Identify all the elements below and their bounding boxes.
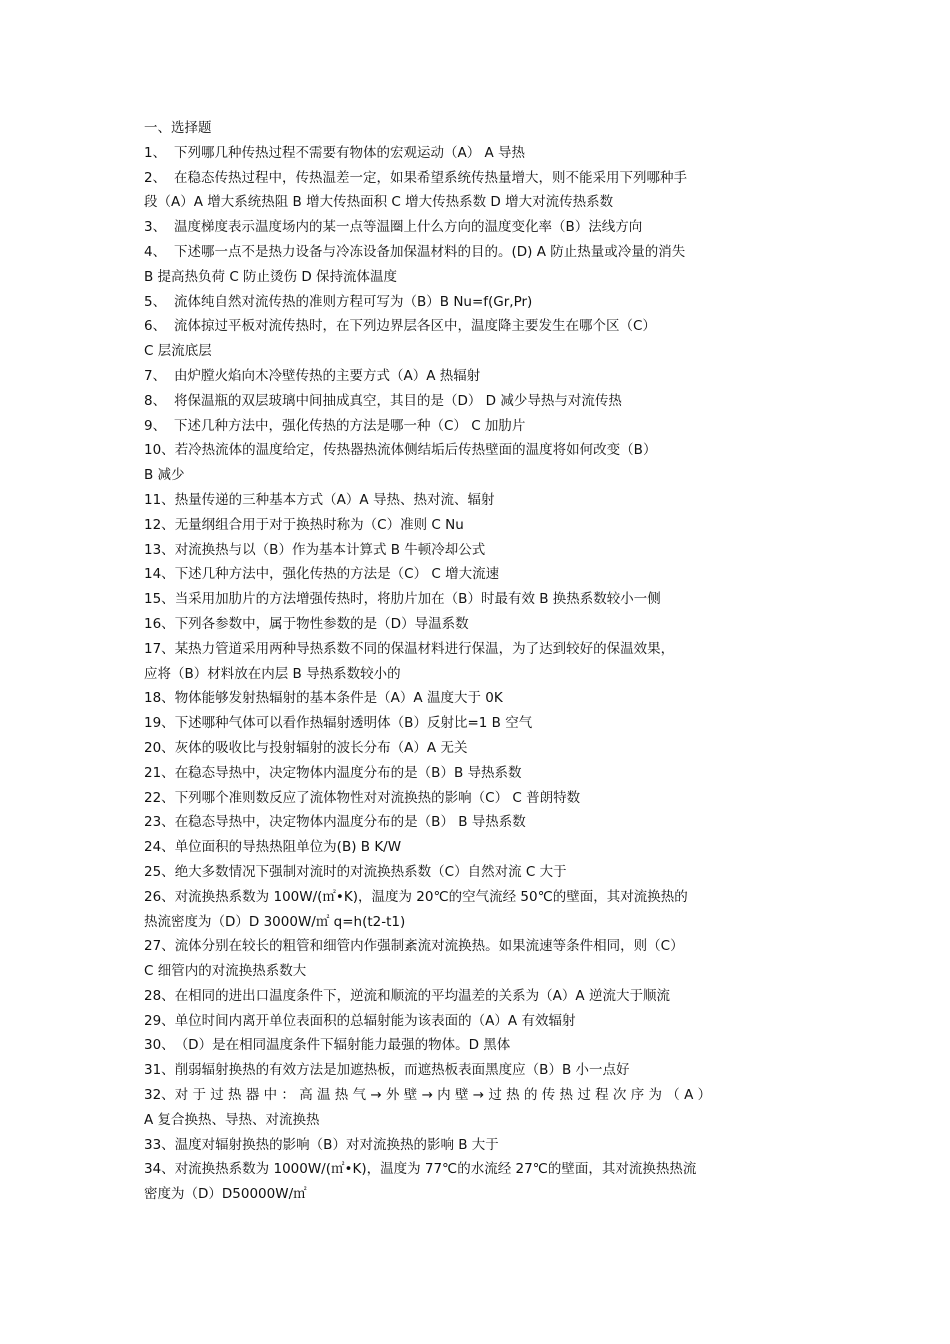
text-line bbox=[144, 860, 808, 885]
question-number: 17、 bbox=[144, 640, 175, 657]
text-line bbox=[144, 984, 808, 1009]
question-number: 31、 bbox=[144, 1062, 175, 1079]
line-text: 下述几种方法中，强化传热的方法是（C） C 增大流速 bbox=[174, 566, 500, 583]
text-line bbox=[144, 835, 808, 860]
line-text: 在稳态导热中，决定物体内温度分布的是（B） B 导热系数 bbox=[174, 814, 526, 831]
question-number: 7、 bbox=[144, 367, 167, 384]
line-text: 流体掠过平板对流传热时，在下列边界层各区中，温度降主要发生在哪个区（C） bbox=[174, 318, 656, 335]
question-number: 16、 bbox=[144, 615, 175, 632]
line-text: 下述几种方法中，强化传热的方法是哪一种（C） C 加肋片 bbox=[174, 417, 526, 434]
line-text: 段（A）A 增大系统热阻 B 增大传热面积 C 增大传热系数 D 增大对流传热系数 bbox=[144, 194, 614, 211]
line-text: 在稳态传热过程中，传热温差一定，如果希望系统传热量增大，则不能采用下列哪种手 bbox=[174, 169, 687, 186]
line-text: 温度对辐射换热的影响（B）对对流换热的影响 B 大于 bbox=[174, 1136, 499, 1153]
text-line bbox=[144, 488, 808, 513]
question-number: 20、 bbox=[144, 739, 175, 756]
question-number: 34、 bbox=[144, 1161, 175, 1178]
text-line bbox=[144, 562, 808, 587]
line-text: 当采用加肋片的方法增强传热时，将肋片加在（B）时最有效 B 换热系数较小一侧 bbox=[174, 591, 661, 608]
question-number: 18、 bbox=[144, 690, 175, 707]
question-list bbox=[144, 116, 808, 1207]
question-number: 27、 bbox=[144, 938, 175, 955]
question-number: 4、 bbox=[144, 243, 167, 260]
question-number: 6、 bbox=[144, 318, 167, 335]
line-text: 对 于 过 热 器 中 ： 高 温 热 气 → 外 壁 → 内 壁 → 过 热 的 传 热 过 程 次 序 为 （ A ） bbox=[174, 1087, 712, 1104]
text-line bbox=[144, 463, 808, 488]
line-text: 物体能够发射热辐射的基本条件是（A）A 温度大于 0K bbox=[174, 690, 503, 707]
line-text: 无量纲组合用于对于换热时称为（C）准则 C Nu bbox=[174, 516, 464, 533]
line-text: 下述哪一点不是热力设备与冷冻设备加保温材料的目的。(D) A 防止热量或冷量的消失 bbox=[174, 243, 686, 260]
text-line bbox=[144, 339, 808, 364]
text-line bbox=[144, 637, 808, 662]
line-text: 对流换热与以（B）作为基本计算式 B 牛顿冷却公式 bbox=[174, 541, 486, 558]
question-number: 28、 bbox=[144, 987, 175, 1004]
text-line bbox=[144, 364, 808, 389]
line-text: C 层流底层 bbox=[144, 343, 212, 360]
text-line bbox=[144, 885, 808, 910]
text-line bbox=[144, 786, 808, 811]
line-text: 温度梯度表示温度场内的某一点等温圈上什么方向的温度变化率（B）法线方向 bbox=[174, 219, 643, 236]
text-line bbox=[144, 711, 808, 736]
line-text: 密度为（D）D50000W/㎡ bbox=[144, 1186, 307, 1203]
question-number: 3、 bbox=[144, 219, 167, 236]
line-text: 对流换热系数为 100W/(㎡•K)，温度为 20℃的空气流经 50℃的壁面，其对流换热的 bbox=[174, 888, 688, 905]
question-number: 26、 bbox=[144, 888, 175, 905]
line-text: 若冷热流体的温度给定，传热器热流体侧结垢后传热壁面的温度将如何改变（B） bbox=[174, 442, 657, 459]
question-number: 21、 bbox=[144, 764, 175, 781]
line-text: 热量传递的三种基本方式（A）A 导热、热对流、辐射 bbox=[174, 491, 495, 508]
text-line bbox=[144, 1009, 808, 1034]
text-line bbox=[144, 1133, 808, 1158]
text-line bbox=[144, 810, 808, 835]
question-number: 12、 bbox=[144, 516, 175, 533]
question-number: 9、 bbox=[144, 417, 167, 434]
text-line bbox=[144, 190, 808, 215]
question-number: 14、 bbox=[144, 566, 175, 583]
line-text: 绝大多数情况下强制对流时的对流换热系数（C）自然对流 C 大于 bbox=[174, 863, 567, 880]
section-title: 一、选择题 bbox=[144, 120, 212, 136]
line-text: 下列哪个准则数反应了流体物性对对流换热的影响（C） C 普朗特数 bbox=[174, 789, 581, 806]
line-text: 流体纯自然对流传热的准则方程可写为（B）B Nu=f(Gr,Pr) bbox=[174, 293, 533, 310]
text-line bbox=[144, 587, 808, 612]
line-text: 将保温瓶的双层玻璃中间抽成真空，其目的是（D） D 减少导热与对流传热 bbox=[174, 392, 622, 409]
question-number: 11、 bbox=[144, 491, 175, 508]
text-line bbox=[144, 686, 808, 711]
text-line bbox=[144, 166, 808, 191]
text-line bbox=[144, 736, 808, 761]
line-text: 单位时间内离开单位表面积的总辐射能为该表面的（A）A 有效辐射 bbox=[174, 1012, 576, 1029]
text-line bbox=[144, 959, 808, 984]
question-number: 25、 bbox=[144, 863, 175, 880]
question-number: 32、 bbox=[144, 1087, 175, 1104]
question-number: 10、 bbox=[144, 442, 175, 459]
question-number: 22、 bbox=[144, 789, 175, 806]
question-number: 24、 bbox=[144, 839, 175, 856]
question-number: 15、 bbox=[144, 591, 175, 608]
text-line bbox=[144, 215, 808, 240]
question-number: 8、 bbox=[144, 392, 167, 409]
line-text: 在稳态导热中，决定物体内温度分布的是（B）B 导热系数 bbox=[174, 764, 522, 781]
question-number: 13、 bbox=[144, 541, 175, 558]
question-number: 1、 bbox=[144, 144, 167, 161]
text-line bbox=[144, 1033, 808, 1058]
text-line bbox=[144, 265, 808, 290]
text-line bbox=[144, 513, 808, 538]
text-line bbox=[144, 414, 808, 439]
line-text: C 细管内的对流换热系数大 bbox=[144, 963, 307, 980]
text-line bbox=[144, 662, 808, 687]
line-text: 单位面积的导热热阻单位为(B) B K/W bbox=[174, 839, 402, 856]
question-number: 23、 bbox=[144, 814, 175, 831]
line-text: 下列哪几种传热过程不需要有物体的宏观运动（A） A 导热 bbox=[174, 144, 526, 161]
text-line bbox=[144, 934, 808, 959]
line-text: 下述哪种气体可以看作热辐射透明体（B）反射比=1 B 空气 bbox=[174, 715, 533, 732]
line-text: A 复合换热、导热、对流换热 bbox=[144, 1111, 320, 1128]
question-number: 30、 bbox=[144, 1037, 175, 1054]
line-text: 下列各参数中，属于物性参数的是（D）导温系数 bbox=[174, 615, 469, 632]
question-number: 29、 bbox=[144, 1012, 175, 1029]
text-line bbox=[144, 1157, 808, 1182]
line-text: 应将（B）材料放在内层 B 导热系数较小的 bbox=[144, 665, 401, 682]
lines-container bbox=[144, 141, 808, 1207]
text-line bbox=[144, 1108, 808, 1133]
question-number: 2、 bbox=[144, 169, 167, 186]
text-line bbox=[144, 314, 808, 339]
line-text: B 减少 bbox=[144, 467, 185, 484]
text-line bbox=[144, 141, 808, 166]
question-number: 19、 bbox=[144, 715, 175, 732]
line-text: 流体分别在较长的粗管和细管内作强制紊流对流换热。如果流速等条件相同，则（C） bbox=[174, 938, 684, 955]
line-text: 灰体的吸收比与投射辐射的波长分布（A）A 无关 bbox=[174, 739, 468, 756]
text-line bbox=[144, 290, 808, 315]
text-line bbox=[144, 1058, 808, 1083]
text-line bbox=[144, 240, 808, 265]
question-number: 5、 bbox=[144, 293, 167, 310]
question-number: 33、 bbox=[144, 1136, 175, 1153]
line-text: 某热力管道采用两种导热系数不同的保温材料进行保温，为了达到较好的保温效果， bbox=[174, 640, 675, 657]
text-line bbox=[144, 389, 808, 414]
text-line bbox=[144, 438, 808, 463]
line-text: 由炉膛火焰向木冷壁传热的主要方式（A）A 热辐射 bbox=[174, 367, 481, 384]
text-line bbox=[144, 761, 808, 786]
line-text: B 提高热负荷 C 防止烫伤 D 保持流体温度 bbox=[144, 268, 398, 285]
line-text: 在相同的进出口温度条件下，逆流和顺流的平均温差的关系为（A）A 逆流大于顺流 bbox=[174, 987, 670, 1004]
text-line bbox=[144, 1083, 808, 1108]
text-line bbox=[144, 1182, 808, 1207]
text-line bbox=[144, 612, 808, 637]
line-text: 热流密度为（D）D 3000W/㎡ q=h(t2-t1) bbox=[144, 913, 406, 930]
line-text: 对流换热系数为 1000W/(㎡•K)，温度为 77℃的水流经 27℃的壁面，其对流换热热流 bbox=[174, 1161, 697, 1178]
text-line bbox=[144, 538, 808, 563]
line-text: 削弱辐射换热的有效方法是加遮热板，而遮热板表面黑度应（B）B 小一点好 bbox=[174, 1062, 630, 1079]
line-text: （D）是在相同温度条件下辐射能力最强的物体。D 黑体 bbox=[174, 1037, 511, 1054]
text-line bbox=[144, 910, 808, 935]
